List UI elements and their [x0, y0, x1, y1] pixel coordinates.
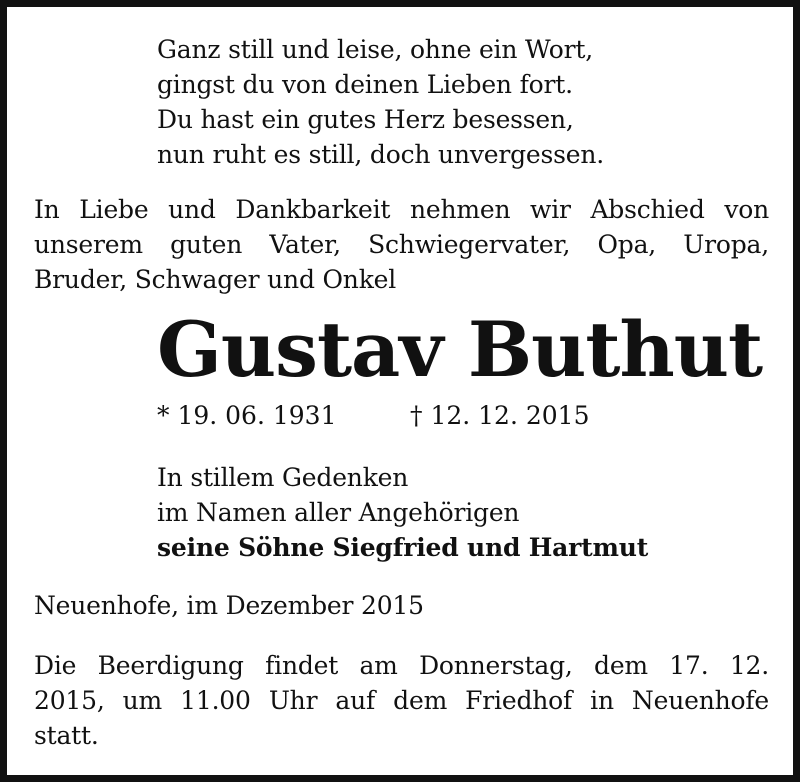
poem-line: Ganz still und leise, ohne ein Wort, [157, 35, 593, 64]
funeral-notice [34, 648, 769, 753]
poem-line: Du hast ein gutes Herz besessen, [157, 105, 574, 134]
birth-date: * 19. 06. 1931 [157, 401, 337, 430]
poem [157, 32, 604, 172]
farewell-line: unserem guten Vater, Schwiegervater, Opa, Uropa, [34, 230, 769, 259]
mourners-signature: seine Söhne Siegfried und Hartmut [157, 533, 649, 562]
poem-line: nun ruht es still, doch unvergessen. [157, 140, 604, 169]
farewell-line: Bruder, Schwager und Onkel [34, 265, 397, 294]
memorial-line: im Namen aller Angehörigen [157, 498, 520, 527]
memorial-line: In stillem Gedenken [157, 463, 409, 492]
funeral-line: 2015, um 11.00 Uhr auf dem Friedhof in Neuenhofe [34, 686, 769, 715]
farewell-line: In Liebe und Dankbarkeit nehmen wir Abschied von [34, 195, 769, 224]
memorial-block [157, 460, 648, 565]
deceased-name: Gustav Buthut [157, 305, 763, 394]
funeral-line: statt. [34, 721, 99, 750]
funeral-line: Die Beerdigung findet am Donnerstag, dem 17. 12. [34, 651, 769, 680]
death-date: † 12. 12. 2015 [410, 401, 590, 430]
farewell-text [34, 192, 769, 297]
place-and-date: Neuenhofe, im Dezember 2015 [34, 591, 424, 620]
poem-line: gingst du von deinen Lieben fort. [157, 70, 573, 99]
